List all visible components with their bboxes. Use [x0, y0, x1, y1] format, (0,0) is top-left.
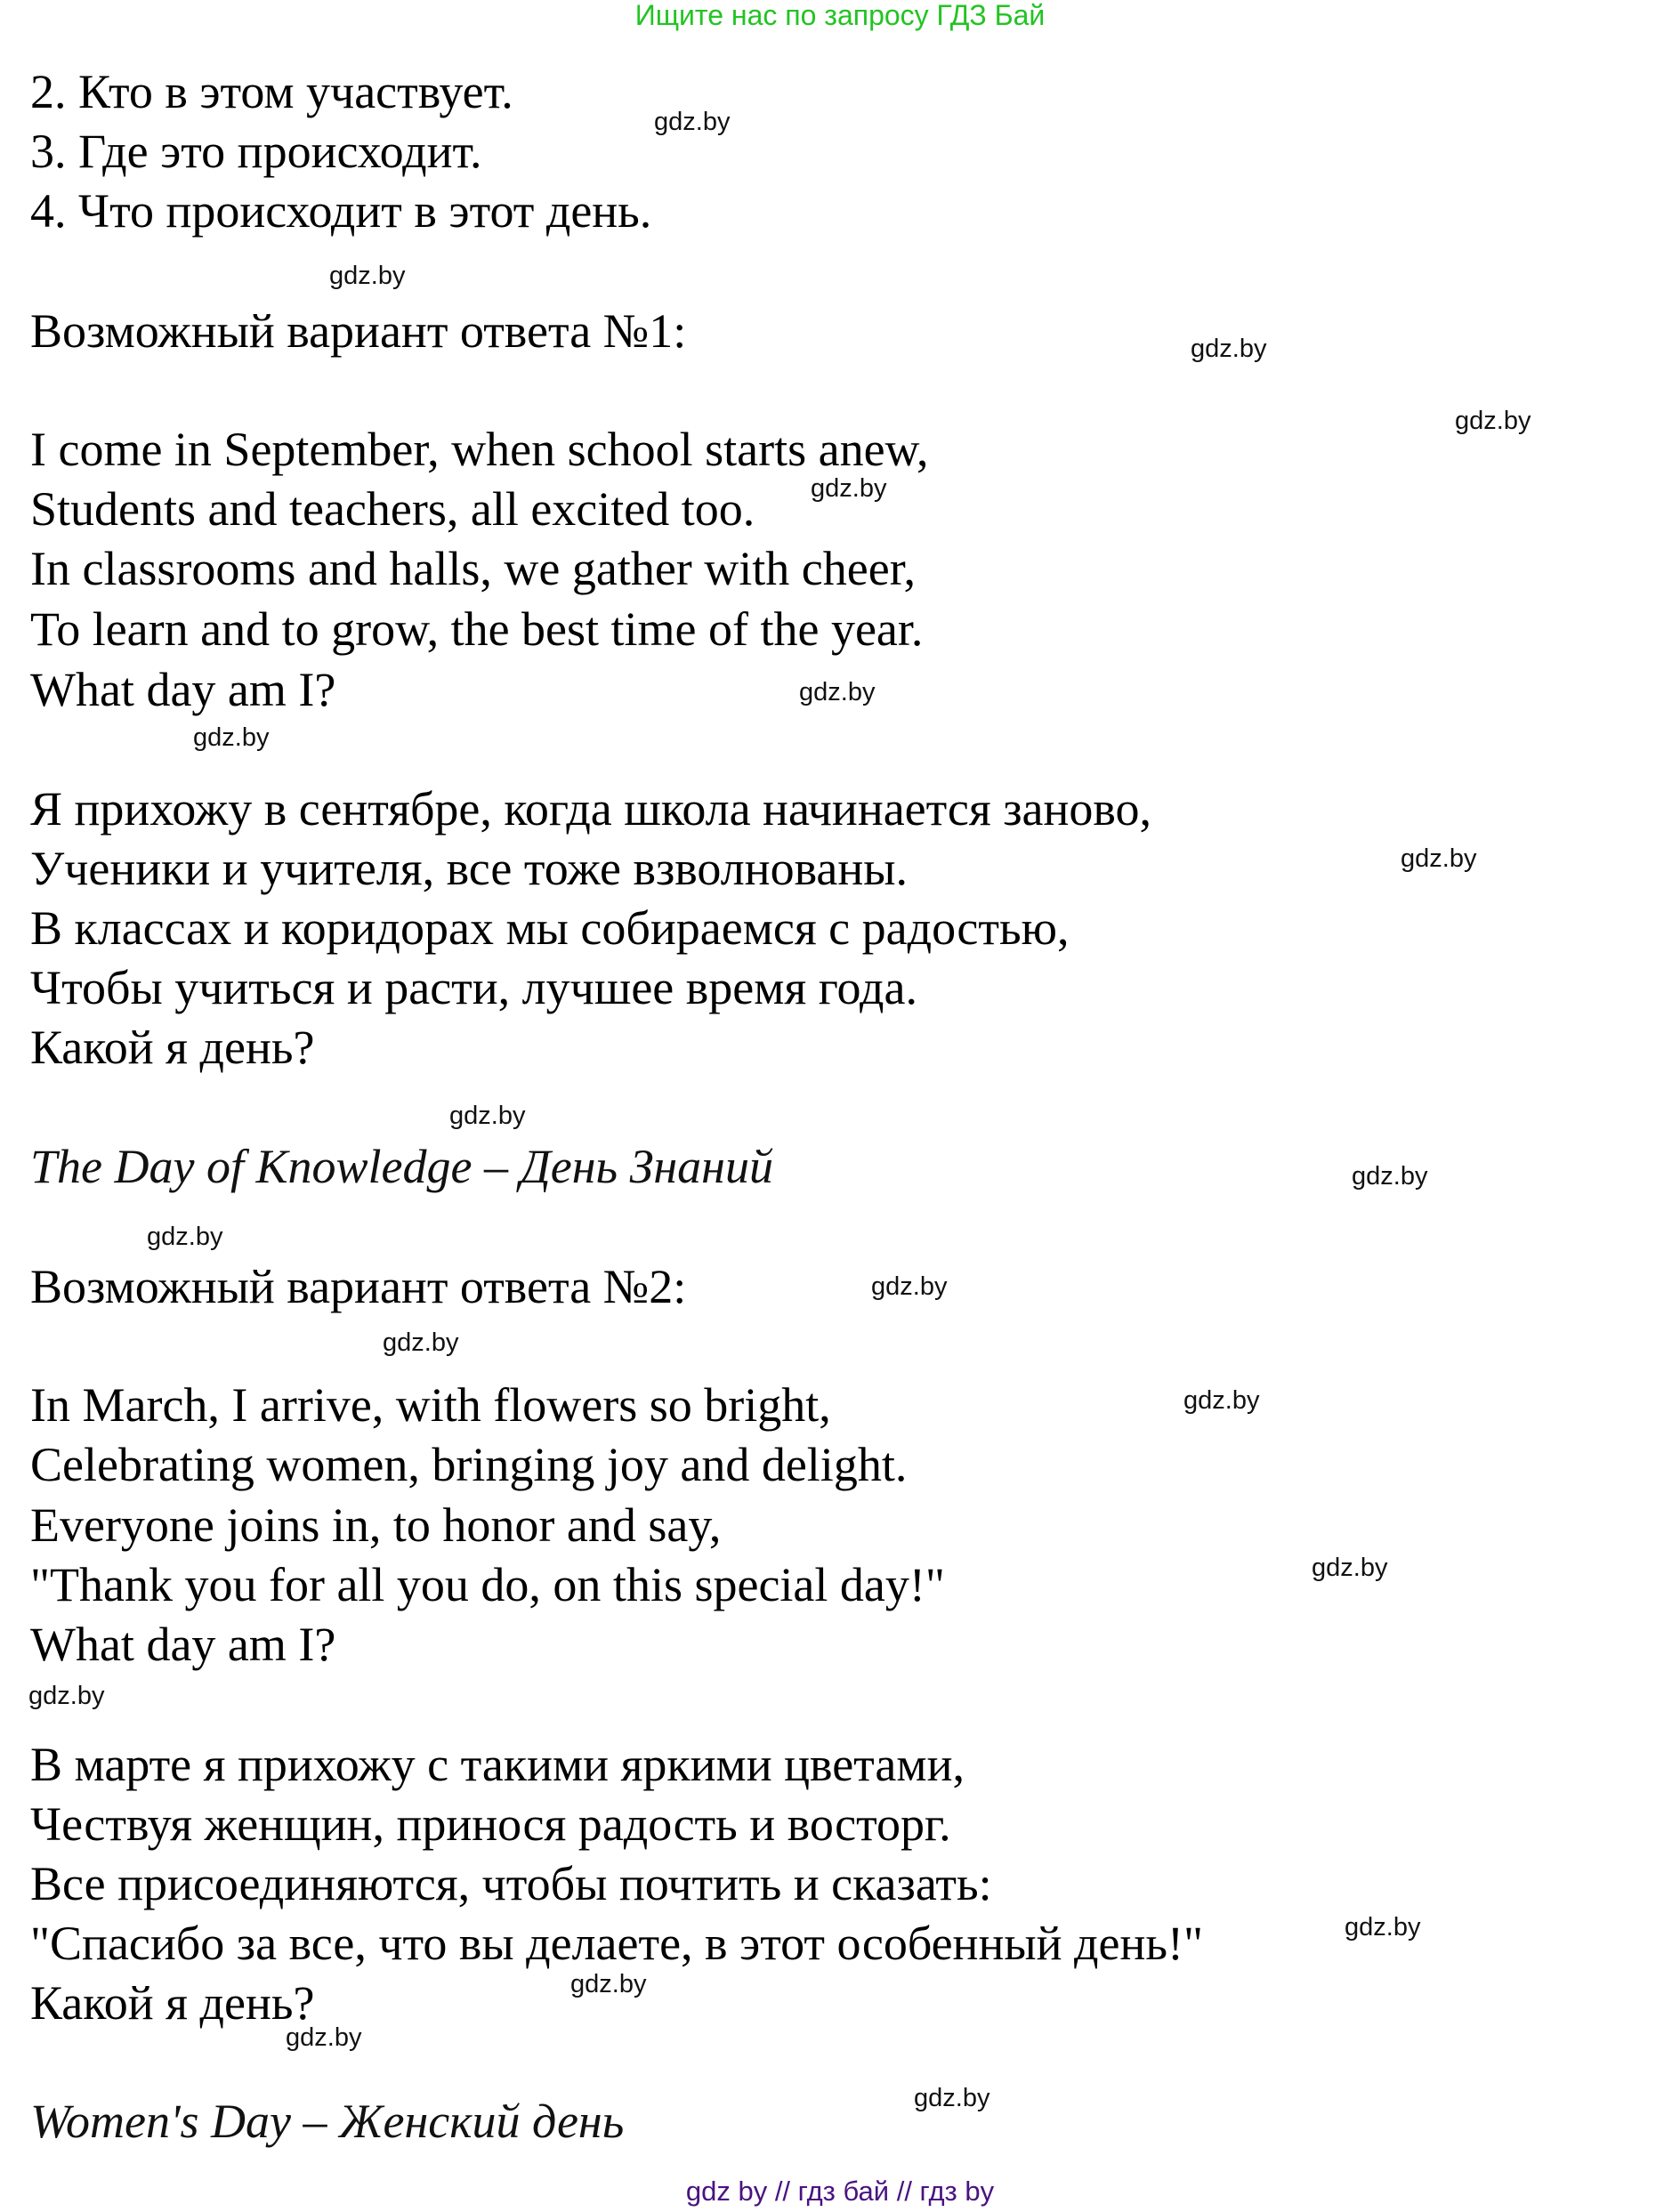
watermark: gdz.by: [570, 1970, 647, 1998]
watermark: gdz.by: [1191, 335, 1267, 363]
watermark: gdz.by: [329, 262, 406, 290]
poem-en-line: In classrooms and halls, we gather with cheer,: [30, 542, 917, 595]
variant-2-answer: Women's Day – Женский день: [30, 2095, 625, 2148]
poem-en-line: To learn and to grow, the best time of the year.: [30, 602, 924, 656]
watermark: gdz.by: [1345, 1913, 1421, 1942]
watermark: gdz.by: [28, 1682, 105, 1710]
watermark: gdz.by: [449, 1102, 526, 1130]
poem-en-line: What day am I?: [30, 663, 336, 716]
poem-ru-line: В классах и коридорах мы собираемся с радостью,: [30, 901, 1070, 955]
watermark: gdz.by: [871, 1272, 948, 1301]
poem-ru-line: Какой я день?: [30, 1021, 315, 1074]
watermark: gdz.by: [1455, 407, 1531, 435]
watermark: gdz.by: [1183, 1386, 1260, 1415]
poem-ru-line: Ученики и учителя, все тоже взволнованы.: [30, 842, 909, 895]
poem-ru-line: Я прихожу в сентябре, когда школа начинается заново,: [30, 782, 1152, 836]
question-line: 2. Кто в этом участвует.: [30, 65, 513, 118]
variant-1-answer: The Day of Knowledge – День Знаний: [30, 1140, 773, 1193]
watermark: gdz.by: [193, 723, 270, 752]
watermark: gdz.by: [1352, 1162, 1428, 1191]
watermark: gdz.by: [1401, 844, 1477, 873]
poem-en-line: Everyone joins in, to honor and say,: [30, 1498, 722, 1552]
question-line: 3. Где это происходит.: [30, 125, 482, 178]
poem-en-line: What day am I?: [30, 1618, 336, 1671]
footer-site-links: gdz by // гдз бай // гдз by: [685, 2176, 995, 2207]
question-line: 4. Что происходит в этот день.: [30, 184, 652, 238]
variant-1-heading: Возможный вариант ответа №1:: [30, 304, 687, 358]
poem-en-line: Celebrating women, bringing joy and delight.: [30, 1438, 908, 1491]
watermark: gdz.by: [286, 2023, 362, 2052]
poem-en-line: I come in September, when school starts anew,: [30, 423, 929, 476]
search-hint-banner: Ищите нас по запросу ГДЗ Бай: [634, 0, 1046, 31]
poem-ru-line: Все присоединяются, чтобы почтить и сказать:: [30, 1857, 992, 1910]
watermark: gdz.by: [147, 1223, 223, 1251]
poem-en-line: "Thank you for all you do, on this special day!": [30, 1558, 945, 1611]
watermark: gdz.by: [811, 474, 887, 503]
poem-ru-line: Чтобы учиться и расти, лучшее время года.: [30, 961, 917, 1014]
poem-ru-line: Чествуя женщин, принося радость и восторг.: [30, 1797, 951, 1851]
watermark: gdz.by: [383, 1328, 459, 1357]
poem-en-line: Students and teachers, all excited too.: [30, 482, 755, 536]
poem-en-line: In March, I arrive, with flowers so bright,: [30, 1378, 831, 1432]
poem-ru-line: Какой я день?: [30, 1976, 315, 2030]
poem-ru-line: "Спасибо за все, что вы делаете, в этот особенный день!": [30, 1917, 1204, 1970]
watermark: gdz.by: [654, 108, 731, 136]
watermark: gdz.by: [799, 678, 876, 706]
watermark: gdz.by: [914, 2084, 990, 2112]
poem-ru-line: В марте я прихожу с такими яркими цветами,: [30, 1738, 965, 1791]
watermark: gdz.by: [1312, 1554, 1388, 1582]
variant-2-heading: Возможный вариант ответа №2:: [30, 1260, 687, 1313]
